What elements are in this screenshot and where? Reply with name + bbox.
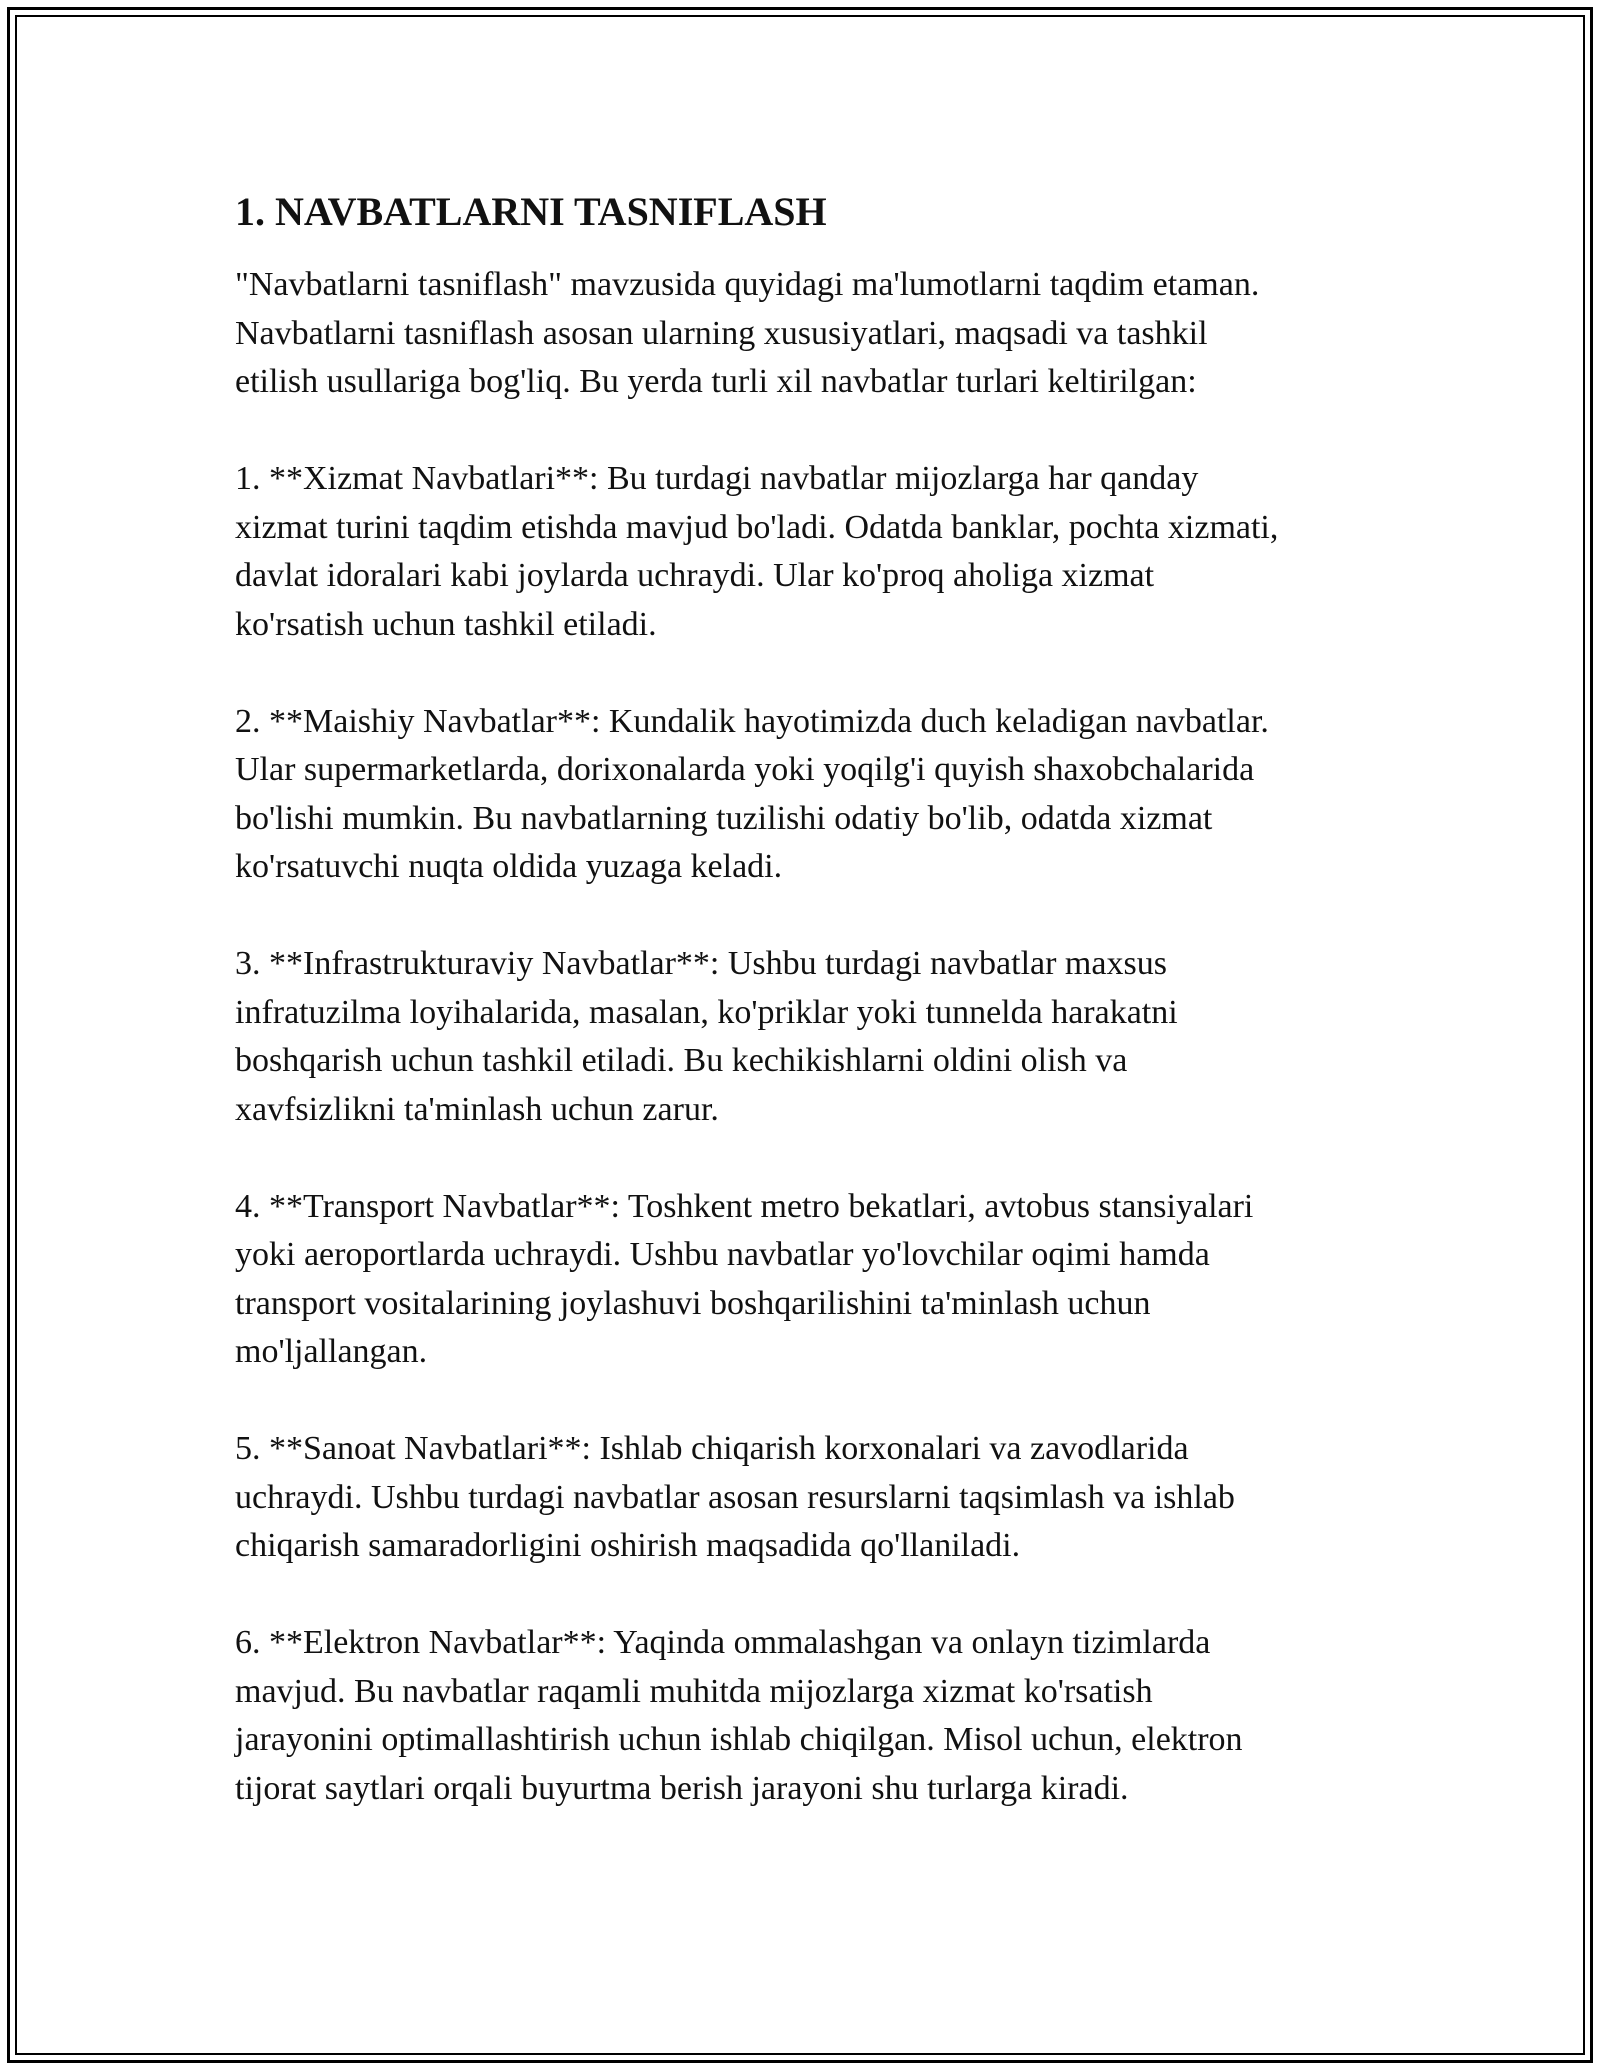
- document-body: [235, 185, 1385, 1862]
- paragraph-industrial-queues: 5. **Sanoat Navbatlari**: Ishlab chiqarish korxonalari va zavodlarida uchraydi. Ushbu turdagi navbatlar asosan resurslarni taqsimlash va ishlab chiqarish samaradorligini oshirish maqsadida qo'llaniladi.: [235, 1430, 1235, 1564]
- paragraph-transport-queues: 4. **Transport Navbatlar**: Toshkent metro bekatlari, avtobus stansiyalari yoki aeroportlarda uchraydi. Ushbu navbatlar yo'lovchilar oqimi hamda transport vositalarining joylashuvi boshqarilishini ta'minlash uchun mo'ljallangan.: [235, 1187, 1254, 1370]
- paragraph-infrastructure-queues: 3. **Infrastrukturaviy Navbatlar**: Ushbu turdagi navbatlar maxsus infratuzilma loyihalarida, masalan, ko'priklar yoki tunnelda harakatni boshqarish uchun tashkil etiladi. Bu kechikishlarni oldini olish va xavfsizlikni ta'minlash uchun zarur.: [235, 945, 1178, 1128]
- paragraph-service-queues: 1. **Xizmat Navbatlari**: Bu turdagi navbatlar mijozlarga har qanday xizmat turini taqdim etishda mavjud bo'ladi. Odatda banklar, pochta xizmati, davlat idoralari kabi joylarda uchraydi. Ular ko'proq aholiga xizmat ko'rsatish uchun tashkil etiladi.: [235, 460, 1279, 643]
- paragraph-electronic-queues: 6. **Elektron Navbatlar**: Yaqinda ommalashgan va onlayn tizimlarda mavjud. Bu navbatlar raqamli muhitda mijozlarga xizmat ko'rsatish jarayonini optimallashtirish uchun ishlab chiqilgan. Misol uchun, elektron tijorat saytlari orqali buyurtma berish jarayoni shu turlarga kiradi.: [235, 1624, 1243, 1807]
- intro-paragraph: "Navbatlarni tasniflash" mavzusida quyidagi ma'lumotlarni taqdim etaman. Navbatlarni tasniflash asosan ularning xususiyatlari, maqsadi va tashkil etilish usullariga bog'liq. Bu yerda turli xil navbatlar turlari keltirilgan:: [235, 266, 1260, 400]
- page-title: 1. NAVBATLARNI TASNIFLASH: [235, 189, 827, 234]
- paragraph-household-queues: 2. **Maishiy Navbatlar**: Kundalik hayotimizda duch keladigan navbatlar. Ular supermarketlarda, dorixonalarda yoki yoqilg'i quyish shaxobchalarida bo'lishi mumkin. Bu navbatlarning tuzilishi odatiy bo'lib, odatda xizmat ko'rsatuvchi nuqta oldida yuzaga keladi.: [235, 702, 1269, 885]
